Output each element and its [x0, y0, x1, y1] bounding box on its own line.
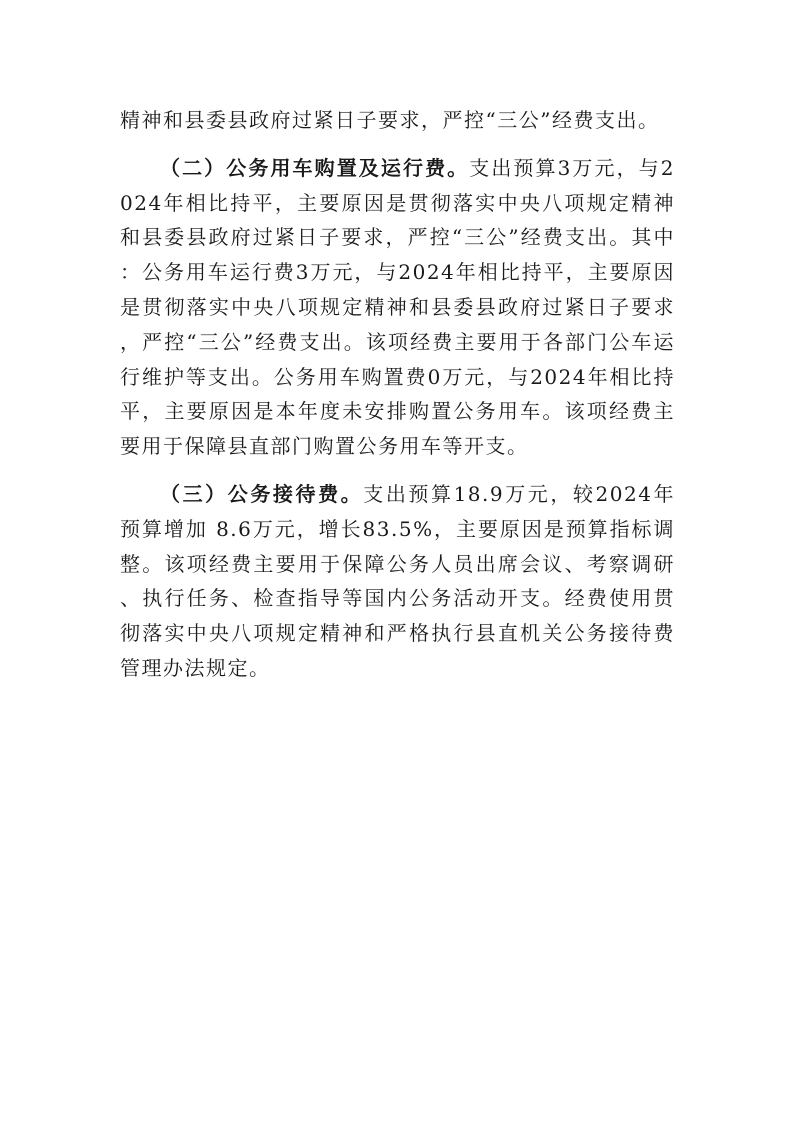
section-heading-official-vehicles: （二）公务用车购置及运行费。 — [160, 155, 470, 180]
section-heading-official-reception: （三）公务接待费。 — [160, 481, 364, 506]
paragraph-text: 支出预算18.9万元，较2024年预算增加 8.6万元，增长83.5%，主要原因是预算指标调整。该项经费主要用于保障公务人员出席会议、考察调研、执行任务、检查指导等国内公务活动开支。经费使用贯彻落实中央八项规定精神和严格执行县直机关公务接待费管理办法规定。 — [120, 481, 676, 680]
document-body — [120, 103, 675, 686]
paragraph-text: 支出预算3万元，与2024年相比持平，主要原因是贯彻落实中央八项规定精神和县委县政府过紧日子要求，严控“三公”经费支出。其中：公务用车运行费3万元，与2024年相比持平，主要原因是贯彻落实中央八项规定精神和县委县政府过紧日子要求，严控“三公”经费支出。该项经费主要用于各部门公车运行维护等支出。公务用车购置费0万元，与2024年相比持平，主要原因是本年度未安排购置公务用车。该项经费主要用于保障县直部门购置公务用车等开支。 — [120, 155, 676, 459]
paragraph-text: 精神和县委县政府过紧日子要求，严控“三公”经费支出。 — [120, 108, 660, 132]
paragraph-official-reception — [120, 477, 675, 686]
paragraph-continuation — [120, 103, 675, 138]
paragraph-official-vehicles — [120, 151, 675, 464]
